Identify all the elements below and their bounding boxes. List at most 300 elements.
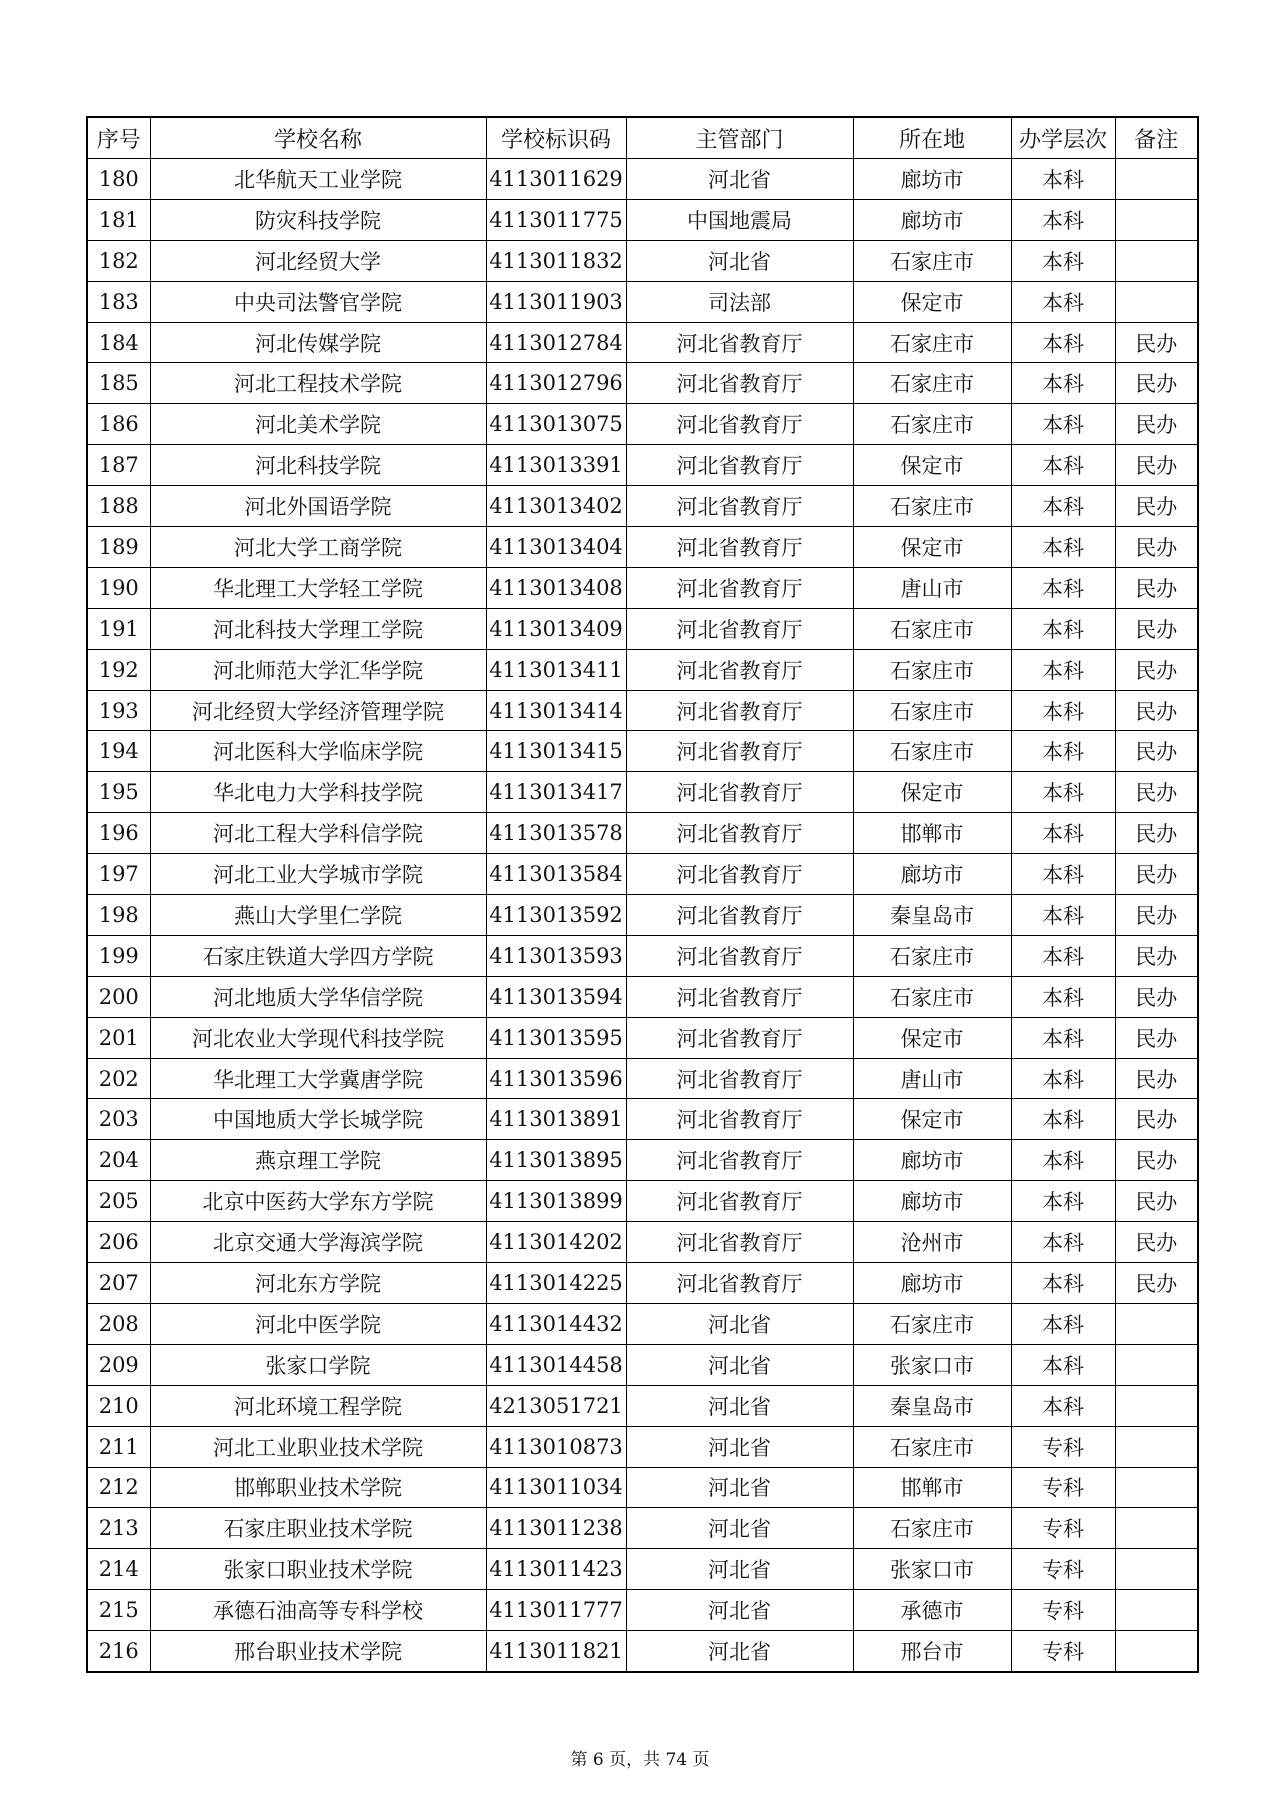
- cell-index: 195: [87, 772, 150, 813]
- cell-location: 邯郸市: [853, 813, 1011, 854]
- cell-department: 中国地震局: [626, 199, 853, 240]
- table-row: [87, 281, 1198, 322]
- cell-level: 本科: [1011, 731, 1115, 772]
- cell-index: 214: [87, 1549, 150, 1590]
- table-row: [87, 1385, 1198, 1426]
- cell-school-code: 4113013895: [486, 1140, 626, 1181]
- table-row: [87, 486, 1198, 527]
- cell-remarks: 民办: [1115, 976, 1198, 1017]
- cell-index: 184: [87, 322, 150, 363]
- cell-school-name: 承德石油高等专科学校: [150, 1590, 486, 1631]
- cell-department: 河北省教育厅: [626, 608, 853, 649]
- cell-school-code: 4113013411: [486, 649, 626, 690]
- cell-school-code: 4113013595: [486, 1017, 626, 1058]
- cell-level: 本科: [1011, 1385, 1115, 1426]
- cell-school-name: 河北科技学院: [150, 445, 486, 486]
- cell-remarks: 民办: [1115, 731, 1198, 772]
- cell-level: 专科: [1011, 1467, 1115, 1508]
- cell-index: 204: [87, 1140, 150, 1181]
- cell-department: 河北省: [626, 1467, 853, 1508]
- cell-remarks: 民办: [1115, 486, 1198, 527]
- table-row: [87, 1181, 1198, 1222]
- cell-remarks: 民办: [1115, 363, 1198, 404]
- cell-remarks: 民办: [1115, 895, 1198, 936]
- cell-level: 专科: [1011, 1508, 1115, 1549]
- cell-remarks: 民办: [1115, 1140, 1198, 1181]
- cell-location: 秦皇岛市: [853, 895, 1011, 936]
- header-school-code: 学校标识码: [486, 117, 626, 159]
- table-row: [87, 527, 1198, 568]
- cell-index: 200: [87, 976, 150, 1017]
- cell-location: 唐山市: [853, 567, 1011, 608]
- table-row: [87, 608, 1198, 649]
- cell-school-code: 4113014225: [486, 1263, 626, 1304]
- cell-school-name: 邢台职业技术学院: [150, 1631, 486, 1672]
- cell-school-code: 4113013578: [486, 813, 626, 854]
- cell-school-name: 中央司法警官学院: [150, 281, 486, 322]
- table-row: [87, 363, 1198, 404]
- table-row: [87, 895, 1198, 936]
- cell-remarks: 民办: [1115, 1099, 1198, 1140]
- cell-location: 保定市: [853, 1017, 1011, 1058]
- cell-school-code: 4213051721: [486, 1385, 626, 1426]
- cell-location: 保定市: [853, 527, 1011, 568]
- cell-remarks: 民办: [1115, 404, 1198, 445]
- cell-school-name: 河北农业大学现代科技学院: [150, 1017, 486, 1058]
- cell-remarks: [1115, 1590, 1198, 1631]
- cell-level: 本科: [1011, 854, 1115, 895]
- table-row: [87, 1426, 1198, 1467]
- cell-department: 河北省教育厅: [626, 1181, 853, 1222]
- cell-school-code: 4113011629: [486, 159, 626, 200]
- cell-school-code: 4113013899: [486, 1181, 626, 1222]
- cell-department: 河北省: [626, 1549, 853, 1590]
- cell-department: 河北省: [626, 1344, 853, 1385]
- cell-level: 本科: [1011, 199, 1115, 240]
- cell-department: 河北省教育厅: [626, 1099, 853, 1140]
- cell-index: 187: [87, 445, 150, 486]
- cell-school-name: 河北美术学院: [150, 404, 486, 445]
- cell-location: 廊坊市: [853, 854, 1011, 895]
- cell-school-name: 北华航天工业学院: [150, 159, 486, 200]
- cell-remarks: 民办: [1115, 813, 1198, 854]
- table-row: [87, 1344, 1198, 1385]
- cell-index: 202: [87, 1058, 150, 1099]
- cell-remarks: 民办: [1115, 854, 1198, 895]
- cell-school-code: 4113013891: [486, 1099, 626, 1140]
- cell-school-code: 4113014202: [486, 1222, 626, 1263]
- cell-remarks: 民办: [1115, 567, 1198, 608]
- cell-school-code: 4113013402: [486, 486, 626, 527]
- cell-level: 本科: [1011, 935, 1115, 976]
- schools-table: [86, 116, 1199, 1673]
- cell-school-code: 4113013408: [486, 567, 626, 608]
- table-row: [87, 649, 1198, 690]
- table-row: [87, 772, 1198, 813]
- cell-index: 216: [87, 1631, 150, 1672]
- cell-index: 190: [87, 567, 150, 608]
- cell-school-code: 4113013592: [486, 895, 626, 936]
- cell-remarks: [1115, 1508, 1198, 1549]
- cell-department: 河北省教育厅: [626, 445, 853, 486]
- cell-school-name: 河北工业职业技术学院: [150, 1426, 486, 1467]
- cell-department: 司法部: [626, 281, 853, 322]
- table-row: [87, 1508, 1198, 1549]
- cell-remarks: 民办: [1115, 608, 1198, 649]
- cell-location: 保定市: [853, 445, 1011, 486]
- cell-school-code: 4113013584: [486, 854, 626, 895]
- cell-school-name: 河北工程技术学院: [150, 363, 486, 404]
- cell-index: 191: [87, 608, 150, 649]
- cell-school-code: 4113013415: [486, 731, 626, 772]
- cell-remarks: [1115, 1467, 1198, 1508]
- cell-level: 本科: [1011, 1303, 1115, 1344]
- cell-location: 廊坊市: [853, 199, 1011, 240]
- cell-school-name: 河北环境工程学院: [150, 1385, 486, 1426]
- cell-school-name: 张家口职业技术学院: [150, 1549, 486, 1590]
- cell-school-code: 4113010873: [486, 1426, 626, 1467]
- page-footer: 第 6 页，共 74 页: [570, 1750, 710, 1770]
- cell-level: 专科: [1011, 1590, 1115, 1631]
- table-row: [87, 976, 1198, 1017]
- cell-remarks: [1115, 159, 1198, 200]
- cell-school-name: 河北医科大学临床学院: [150, 731, 486, 772]
- cell-index: 181: [87, 199, 150, 240]
- cell-department: 河北省教育厅: [626, 1140, 853, 1181]
- cell-index: 196: [87, 813, 150, 854]
- cell-school-code: 4113013417: [486, 772, 626, 813]
- cell-remarks: 民办: [1115, 527, 1198, 568]
- cell-index: 192: [87, 649, 150, 690]
- cell-index: 209: [87, 1344, 150, 1385]
- cell-school-code: 4113012796: [486, 363, 626, 404]
- cell-level: 专科: [1011, 1631, 1115, 1672]
- cell-remarks: 民办: [1115, 935, 1198, 976]
- cell-location: 石家庄市: [853, 404, 1011, 445]
- cell-school-name: 河北科技大学理工学院: [150, 608, 486, 649]
- cell-location: 石家庄市: [853, 976, 1011, 1017]
- cell-location: 廊坊市: [853, 159, 1011, 200]
- cell-school-code: 4113011832: [486, 240, 626, 281]
- cell-department: 河北省教育厅: [626, 976, 853, 1017]
- cell-department: 河北省: [626, 1590, 853, 1631]
- table-row: [87, 159, 1198, 200]
- cell-remarks: 民办: [1115, 445, 1198, 486]
- cell-index: 212: [87, 1467, 150, 1508]
- table-row: [87, 567, 1198, 608]
- table-row: [87, 813, 1198, 854]
- cell-level: 本科: [1011, 1181, 1115, 1222]
- cell-school-code: 4113014458: [486, 1344, 626, 1385]
- table-row: [87, 1099, 1198, 1140]
- cell-index: 186: [87, 404, 150, 445]
- cell-location: 承德市: [853, 1590, 1011, 1631]
- cell-index: 185: [87, 363, 150, 404]
- cell-location: 石家庄市: [853, 363, 1011, 404]
- cell-level: 本科: [1011, 404, 1115, 445]
- cell-department: 河北省教育厅: [626, 1017, 853, 1058]
- cell-index: 189: [87, 527, 150, 568]
- cell-location: 保定市: [853, 281, 1011, 322]
- cell-level: 本科: [1011, 486, 1115, 527]
- cell-level: 本科: [1011, 281, 1115, 322]
- header-remarks: 备注: [1115, 117, 1198, 159]
- header-department: 主管部门: [626, 117, 853, 159]
- cell-remarks: [1115, 1303, 1198, 1344]
- cell-school-code: 4113011238: [486, 1508, 626, 1549]
- cell-level: 本科: [1011, 976, 1115, 1017]
- cell-level: 本科: [1011, 159, 1115, 200]
- cell-school-code: 4113013414: [486, 690, 626, 731]
- cell-department: 河北省: [626, 1303, 853, 1344]
- cell-location: 秦皇岛市: [853, 1385, 1011, 1426]
- cell-department: 河北省教育厅: [626, 731, 853, 772]
- cell-department: 河北省教育厅: [626, 1222, 853, 1263]
- table-row: [87, 1549, 1198, 1590]
- cell-remarks: 民办: [1115, 649, 1198, 690]
- cell-location: 廊坊市: [853, 1140, 1011, 1181]
- cell-remarks: 民办: [1115, 1058, 1198, 1099]
- cell-index: 203: [87, 1099, 150, 1140]
- cell-school-name: 河北经贸大学经济管理学院: [150, 690, 486, 731]
- cell-level: 本科: [1011, 322, 1115, 363]
- cell-level: 本科: [1011, 1222, 1115, 1263]
- cell-school-code: 4113013594: [486, 976, 626, 1017]
- cell-location: 石家庄市: [853, 935, 1011, 976]
- cell-school-name: 河北工程大学科信学院: [150, 813, 486, 854]
- cell-school-name: 华北理工大学轻工学院: [150, 567, 486, 608]
- cell-level: 本科: [1011, 895, 1115, 936]
- cell-location: 石家庄市: [853, 240, 1011, 281]
- cell-level: 本科: [1011, 813, 1115, 854]
- cell-level: 本科: [1011, 1344, 1115, 1385]
- cell-index: 211: [87, 1426, 150, 1467]
- cell-index: 198: [87, 895, 150, 936]
- cell-school-name: 华北理工大学冀唐学院: [150, 1058, 486, 1099]
- cell-remarks: [1115, 1426, 1198, 1467]
- cell-school-code: 4113013391: [486, 445, 626, 486]
- header-index: 序号: [87, 117, 150, 159]
- cell-department: 河北省教育厅: [626, 690, 853, 731]
- cell-location: 石家庄市: [853, 649, 1011, 690]
- cell-location: 唐山市: [853, 1058, 1011, 1099]
- cell-level: 本科: [1011, 567, 1115, 608]
- cell-department: 河北省教育厅: [626, 1263, 853, 1304]
- cell-remarks: [1115, 240, 1198, 281]
- cell-school-code: 4113012784: [486, 322, 626, 363]
- cell-location: 保定市: [853, 772, 1011, 813]
- cell-department: 河北省教育厅: [626, 527, 853, 568]
- cell-remarks: [1115, 199, 1198, 240]
- cell-level: 本科: [1011, 1017, 1115, 1058]
- cell-school-name: 张家口学院: [150, 1344, 486, 1385]
- cell-level: 本科: [1011, 363, 1115, 404]
- table-row: [87, 935, 1198, 976]
- cell-location: 邢台市: [853, 1631, 1011, 1672]
- cell-school-name: 河北工业大学城市学院: [150, 854, 486, 895]
- cell-index: 210: [87, 1385, 150, 1426]
- cell-remarks: [1115, 281, 1198, 322]
- cell-school-name: 燕京理工学院: [150, 1140, 486, 1181]
- cell-department: 河北省教育厅: [626, 404, 853, 445]
- cell-department: 河北省教育厅: [626, 1058, 853, 1099]
- cell-index: 207: [87, 1263, 150, 1304]
- cell-level: 本科: [1011, 1058, 1115, 1099]
- cell-school-name: 邯郸职业技术学院: [150, 1467, 486, 1508]
- cell-remarks: 民办: [1115, 322, 1198, 363]
- table-row: [87, 731, 1198, 772]
- cell-level: 专科: [1011, 1426, 1115, 1467]
- table-row: [87, 1222, 1198, 1263]
- cell-department: 河北省教育厅: [626, 486, 853, 527]
- cell-remarks: 民办: [1115, 772, 1198, 813]
- table-row: [87, 445, 1198, 486]
- table-row: [87, 1631, 1198, 1672]
- cell-index: 193: [87, 690, 150, 731]
- cell-location: 邯郸市: [853, 1467, 1011, 1508]
- cell-department: 河北省教育厅: [626, 895, 853, 936]
- cell-remarks: [1115, 1631, 1198, 1672]
- cell-level: 本科: [1011, 445, 1115, 486]
- cell-school-name: 河北大学工商学院: [150, 527, 486, 568]
- cell-department: 河北省: [626, 1385, 853, 1426]
- cell-location: 张家口市: [853, 1549, 1011, 1590]
- cell-level: 本科: [1011, 527, 1115, 568]
- cell-department: 河北省: [626, 1426, 853, 1467]
- cell-remarks: 民办: [1115, 1181, 1198, 1222]
- cell-level: 本科: [1011, 690, 1115, 731]
- cell-remarks: [1115, 1385, 1198, 1426]
- cell-index: 194: [87, 731, 150, 772]
- cell-department: 河北省: [626, 1631, 853, 1672]
- cell-remarks: 民办: [1115, 1222, 1198, 1263]
- cell-department: 河北省教育厅: [626, 935, 853, 976]
- cell-department: 河北省教育厅: [626, 322, 853, 363]
- cell-school-name: 北京中医药大学东方学院: [150, 1181, 486, 1222]
- cell-index: 188: [87, 486, 150, 527]
- cell-department: 河北省教育厅: [626, 363, 853, 404]
- cell-school-code: 4113011821: [486, 1631, 626, 1672]
- cell-location: 沧州市: [853, 1222, 1011, 1263]
- header-school-name: 学校名称: [150, 117, 486, 159]
- cell-school-code: 4113013596: [486, 1058, 626, 1099]
- cell-school-name: 河北东方学院: [150, 1263, 486, 1304]
- cell-school-name: 北京交通大学海滨学院: [150, 1222, 486, 1263]
- cell-index: 206: [87, 1222, 150, 1263]
- cell-school-code: 4113013404: [486, 527, 626, 568]
- cell-school-code: 4113013409: [486, 608, 626, 649]
- cell-school-name: 石家庄职业技术学院: [150, 1508, 486, 1549]
- table-row: [87, 240, 1198, 281]
- table-row: [87, 1467, 1198, 1508]
- cell-index: 183: [87, 281, 150, 322]
- cell-level: 本科: [1011, 240, 1115, 281]
- cell-index: 180: [87, 159, 150, 200]
- cell-remarks: [1115, 1549, 1198, 1590]
- cell-department: 河北省: [626, 1508, 853, 1549]
- cell-location: 石家庄市: [853, 1426, 1011, 1467]
- table-row: [87, 690, 1198, 731]
- cell-index: 201: [87, 1017, 150, 1058]
- table-row: [87, 1590, 1198, 1631]
- table-row: [87, 1058, 1198, 1099]
- table-body: [87, 159, 1198, 1672]
- table-row: [87, 322, 1198, 363]
- cell-department: 河北省教育厅: [626, 772, 853, 813]
- cell-school-name: 河北经贸大学: [150, 240, 486, 281]
- cell-location: 石家庄市: [853, 690, 1011, 731]
- cell-school-code: 4113014432: [486, 1303, 626, 1344]
- cell-index: 205: [87, 1181, 150, 1222]
- cell-school-code: 4113011034: [486, 1467, 626, 1508]
- cell-school-name: 河北中医学院: [150, 1303, 486, 1344]
- cell-location: 石家庄市: [853, 731, 1011, 772]
- cell-school-code: 4113011775: [486, 199, 626, 240]
- header-level: 办学层次: [1011, 117, 1115, 159]
- cell-level: 本科: [1011, 1263, 1115, 1304]
- cell-school-name: 河北传媒学院: [150, 322, 486, 363]
- cell-school-name: 防灾科技学院: [150, 199, 486, 240]
- cell-level: 本科: [1011, 608, 1115, 649]
- cell-remarks: 民办: [1115, 1017, 1198, 1058]
- cell-index: 197: [87, 854, 150, 895]
- cell-index: 208: [87, 1303, 150, 1344]
- cell-location: 保定市: [853, 1099, 1011, 1140]
- cell-remarks: 民办: [1115, 1263, 1198, 1304]
- cell-school-code: 4113011777: [486, 1590, 626, 1631]
- table-row: [87, 854, 1198, 895]
- cell-location: 张家口市: [853, 1344, 1011, 1385]
- cell-department: 河北省教育厅: [626, 567, 853, 608]
- cell-location: 廊坊市: [853, 1181, 1011, 1222]
- cell-school-name: 燕山大学里仁学院: [150, 895, 486, 936]
- cell-department: 河北省: [626, 240, 853, 281]
- cell-department: 河北省教育厅: [626, 649, 853, 690]
- cell-department: 河北省: [626, 159, 853, 200]
- table-row: [87, 1017, 1198, 1058]
- header-location: 所在地: [853, 117, 1011, 159]
- cell-school-code: 4113013593: [486, 935, 626, 976]
- table-row: [87, 1303, 1198, 1344]
- cell-remarks: [1115, 1344, 1198, 1385]
- cell-school-name: 河北外国语学院: [150, 486, 486, 527]
- cell-location: 石家庄市: [853, 1303, 1011, 1344]
- cell-department: 河北省教育厅: [626, 813, 853, 854]
- cell-location: 石家庄市: [853, 1508, 1011, 1549]
- cell-school-code: 4113011903: [486, 281, 626, 322]
- cell-level: 本科: [1011, 649, 1115, 690]
- cell-index: 182: [87, 240, 150, 281]
- cell-index: 215: [87, 1590, 150, 1631]
- cell-location: 廊坊市: [853, 1263, 1011, 1304]
- cell-school-name: 河北地质大学华信学院: [150, 976, 486, 1017]
- cell-location: 石家庄市: [853, 322, 1011, 363]
- cell-school-name: 河北师范大学汇华学院: [150, 649, 486, 690]
- cell-school-code: 4113013075: [486, 404, 626, 445]
- cell-level: 本科: [1011, 1099, 1115, 1140]
- cell-location: 石家庄市: [853, 486, 1011, 527]
- cell-location: 石家庄市: [853, 608, 1011, 649]
- table-row: [87, 199, 1198, 240]
- table-row: [87, 1140, 1198, 1181]
- table-row: [87, 404, 1198, 445]
- cell-level: 本科: [1011, 1140, 1115, 1181]
- cell-index: 213: [87, 1508, 150, 1549]
- cell-level: 本科: [1011, 772, 1115, 813]
- cell-level: 专科: [1011, 1549, 1115, 1590]
- cell-school-name: 石家庄铁道大学四方学院: [150, 935, 486, 976]
- cell-school-name: 中国地质大学长城学院: [150, 1099, 486, 1140]
